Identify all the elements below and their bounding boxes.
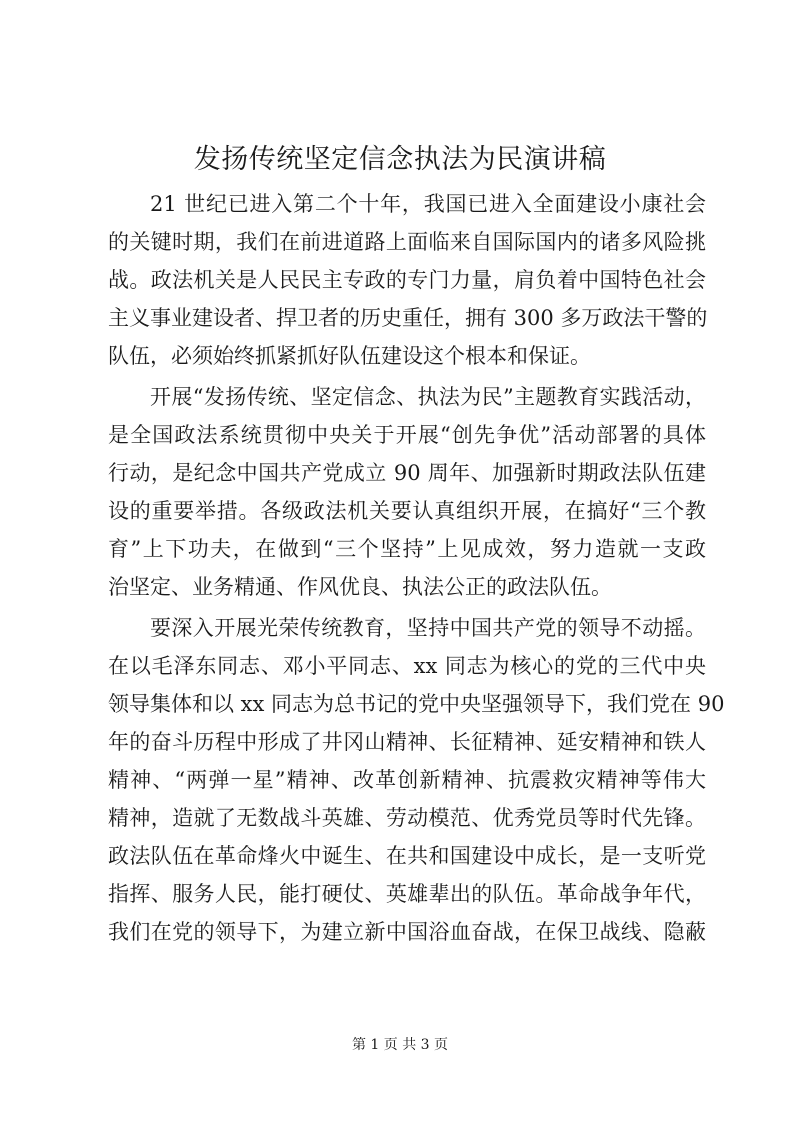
paragraph-line: 年的奋斗历程中形成了井冈山精神、长征精神、延安精神和铁人 (108, 730, 706, 754)
paragraph-line: 在以毛泽东同志、邓小平同志、xx 同志为核心的党的三代中央 (108, 654, 706, 678)
paragraph-2 (108, 378, 718, 606)
paragraph-line: 开展“发扬传统、坚定信念、执法为民”主题教育实践活动， (150, 385, 706, 409)
paragraph-line: 领导集体和以 xx 同志为总书记的党中央坚强领导下，我们党在 90 (108, 692, 725, 716)
paragraph-line: 的关键时期，我们在前进道路上面临来自国际国内的诸多风险挑 (108, 230, 706, 254)
paragraph-line: 育”上下功夫，在做到“三个坚持”上见成效，努力造就一支政 (108, 537, 706, 561)
paragraph-line: 精神、“两弹一星”精神、改革创新精神、抗震救灾精神等伟大 (108, 768, 706, 792)
paragraph-line: 指挥、服务人民，能打硬仗、英雄辈出的队伍。革命战争年代， (108, 882, 706, 906)
paragraph-line: 治坚定、业务精通、作风优良、执法公正的政法队伍。 (108, 575, 612, 599)
paragraph-line: 21 世纪已进入第二个十年，我国已进入全面建设小康社会 (150, 192, 706, 216)
paragraph-line: 政法队伍在革命烽火中诞生、在共和国建设中成长，是一支听党 (108, 844, 706, 868)
paragraph-line: 设的重要举措。各级政法机关要认真组织开展，在搞好“三个教 (108, 499, 706, 523)
paragraph-line: 精神，造就了无数战斗英雄、劳动模范、优秀党员等时代先锋。 (108, 806, 706, 830)
document-title: 发扬传统坚定信念执法为民演讲稿 (193, 144, 607, 175)
paragraph-line: 要深入开展光荣传统教育，坚持中国共产党的领导不动摇。 (150, 616, 706, 640)
paragraph-line: 主义事业建设者、捍卫者的历史重任，拥有 300 多万政法干警的 (108, 306, 708, 330)
paragraph-line: 战。政法机关是人民民主专政的专门力量，肩负着中国特色社会 (108, 268, 706, 292)
paragraph-line: 我们在党的领导下，为建立新中国浴血奋战，在保卫战线、隐蔽 (108, 920, 706, 944)
paragraph-3 (108, 609, 725, 951)
document-body (108, 185, 725, 954)
page-number-footer: 第 1 页 共 3 页 (351, 1037, 449, 1053)
paragraph-line: 队伍，必须始终抓紧抓好队伍建设这个根本和保证。 (108, 344, 591, 368)
paragraph-1 (108, 185, 718, 375)
paragraph-line: 是全国政法系统贯彻中央关于开展“创先争优”活动部署的具体 (108, 423, 706, 447)
paragraph-line: 行动，是纪念中国共产党成立 90 周年、加强新时期政法队伍建 (108, 461, 706, 485)
